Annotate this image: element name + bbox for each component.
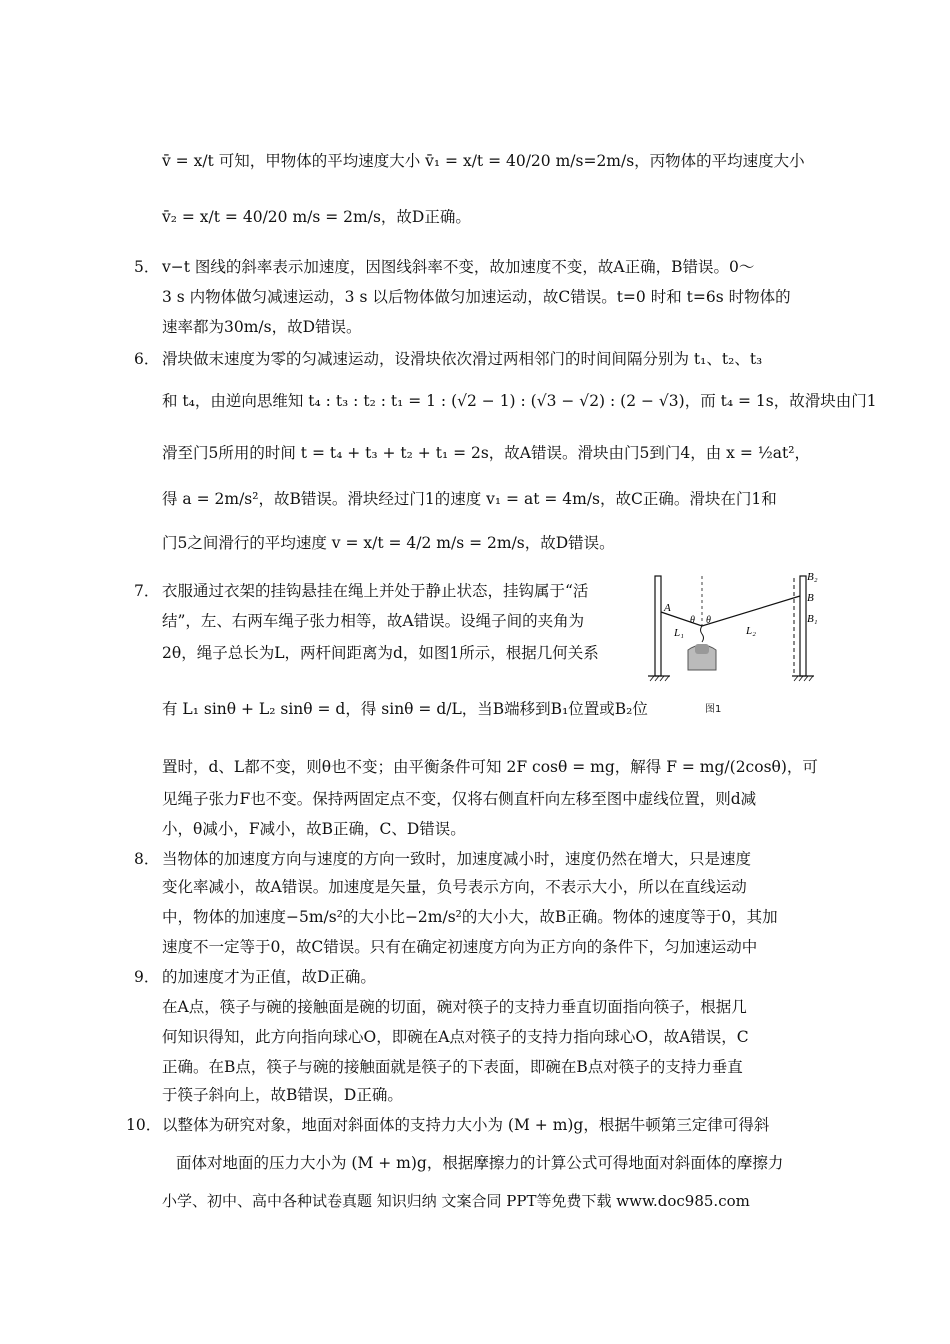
label-L2: L₂ <box>746 625 756 637</box>
text-line: 有 L₁ sinθ + L₂ sinθ = d，得 sinθ = d/L，当B端移到B₁位置或B₂位 <box>162 700 648 718</box>
item-number-10: 10． <box>126 1116 162 1134</box>
label-theta-right: θ <box>706 615 711 626</box>
text-line: 在A点，筷子与碗的接触面是碗的切面，碗对筷子的支持力垂直切面指向筷子，根据几 <box>162 998 747 1016</box>
text-line: 滑块做末速度为零的匀减速运动，设滑块依次滑过两相邻门的时间间隔分别为 t₁、t₂、t₃ <box>162 350 763 368</box>
text-line: v−t 图线的斜率表示加速度，因图线斜率不变，故加速度不变，故A正确，B错误。0～ <box>162 258 755 276</box>
text-line: 置时，d、L都不变，则θ也不变；由平衡条件可知 2F cosθ = mg，解得 F = mg/(2cosθ)，可 <box>162 758 818 776</box>
text-line: 中，物体的加速度−5m/s²的大小比−2m/s²的大小大，故B正确。物体的速度等于0，其加 <box>162 908 778 926</box>
text-line: 小，θ减小，F减小，故B正确，C、D错误。 <box>162 820 466 838</box>
page-footer: 小学、初中、高中各种试卷真题 知识归纳 文案合同 PPT等免费下载 www.doc985.com <box>162 1192 750 1210</box>
text-line: 何知识得知，此方向指向球心O，即碗在A点对筷子的支持力指向球心O，故A错误，C <box>162 1028 749 1046</box>
text-line: 面体对地面的压力大小为 (M + m)g，根据摩擦力的计算公式可得地面对斜面体的摩擦力 <box>176 1154 784 1172</box>
label-B: B <box>807 592 814 604</box>
text-line: 于筷子斜向上，故B错误，D正确。 <box>162 1086 403 1104</box>
label-B2: B₂ <box>807 571 818 583</box>
text-line: 门5之间滑行的平均速度 v = x/t = 4/2 m/s = 2m/s，故D错误。 <box>162 534 615 552</box>
item-number-7: 7． <box>134 582 160 600</box>
label-L1: L₁ <box>674 627 684 639</box>
text-line: 速度不一定等于0，故C错误。只有在确定初速度方向为正方向的条件下，匀加速运动中 <box>162 938 758 956</box>
text-line: 见绳子张力F也不变。保持两固定点不变，仅将右侧直杆向左移至图中虚线位置，则d减 <box>162 790 757 808</box>
text-line: v̄₂ = x/t = 40/20 m/s = 2m/s，故D正确。 <box>162 208 471 226</box>
figure-1-diagram <box>648 568 820 718</box>
text-line: 滑至门5所用的时间 t = t₄ + t₃ + t₂ + t₁ = 2s，故A错误。滑块由门5到门4，由 x = ½at²， <box>162 444 810 462</box>
text-line: 得 a = 2m/s²，故B错误。滑块经过门1的速度 v₁ = at = 4m/s，故C正确。滑块在门1和 <box>162 490 777 508</box>
text-line: 2θ，绳子总长为L，两杆间距离为d，如图1所示，根据几何关系 <box>162 644 599 662</box>
item-number-5: 5． <box>134 258 160 276</box>
text-line: 以整体为研究对象，地面对斜面体的支持力大小为 (M + m)g，根据牛顿第三定律可得斜 <box>162 1116 770 1134</box>
text-line: 正确。在B点，筷子与碗的接触面就是筷子的下表面，即碗在B点对筷子的支持力垂直 <box>162 1058 743 1076</box>
item-number-9: 9． <box>134 968 160 986</box>
figure-caption: 图1 <box>705 704 722 715</box>
label-A: A <box>664 602 671 614</box>
text-line: v̄ = x/t 可知，甲物体的平均速度大小 v̄₁ = x/t = 40/20 m/s=2m/s，丙物体的平均速度大小 <box>162 152 805 170</box>
text-line: 衣服通过衣架的挂钩悬挂在绳上并处于静止状态，挂钩属于“活 <box>162 582 589 600</box>
text-line: 和 t₄，由逆向思维知 t₄ : t₃ : t₂ : t₁ = 1 : (√2 − 1) : (√3 − √2) : (2 − √3)，而 t₄ = 1s，故滑块由门1 <box>162 392 877 410</box>
text-line: 当物体的加速度方向与速度的方向一致时，加速度减小时，速度仍然在增大，只是速度 <box>162 850 752 868</box>
text-line: 变化率减小，故A错误。加速度是矢量，负号表示方向，不表示大小，所以在直线运动 <box>162 878 747 896</box>
item-number-8: 8． <box>134 850 160 868</box>
item-number-6: 6． <box>134 350 160 368</box>
text-line: 速率都为30m/s，故D错误。 <box>162 318 362 336</box>
label-B1: B₁ <box>807 613 818 625</box>
text-line: 3 s 内物体做匀减速运动，3 s 以后物体做匀加速运动，故C错误。t=0 时和 t=6s 时物体的 <box>162 288 791 306</box>
label-theta-left: θ <box>690 615 695 626</box>
text-line: 的加速度才为正值，故D正确。 <box>162 968 376 986</box>
text-line: 结”，左、右两车绳子张力相等，故A错误。设绳子间的夹角为 <box>162 612 585 630</box>
